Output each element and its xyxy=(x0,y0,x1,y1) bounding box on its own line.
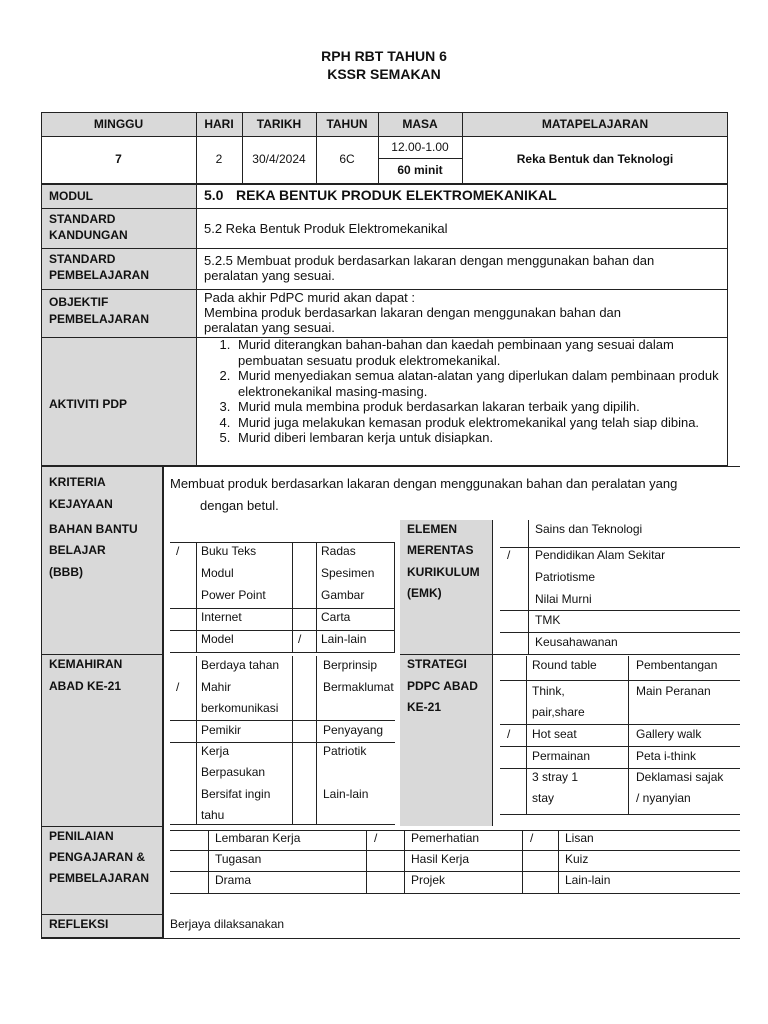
page-subtitle: KSSR SEMAKAN xyxy=(327,66,441,82)
bbb-label-1: BAHAN BANTU xyxy=(49,522,138,536)
penilaian-item: Tugasan xyxy=(215,852,262,866)
kemahiran-label-2: ABAD KE-21 xyxy=(49,679,122,693)
kemahiran-item: Mahir xyxy=(201,680,232,694)
bbb-item-power-point: Power Point xyxy=(201,588,266,602)
kemahiran-item: berkomunikasi xyxy=(201,701,279,715)
penilaian-label-1: PENILAIAN xyxy=(49,829,114,843)
standard-pembelajaran-line-1: 5.2.5 Membuat produk berdasarkan lakaran dengan menggunakan bahan dan xyxy=(204,253,655,268)
kriteria-label-2: KEJAYAAN xyxy=(49,497,113,511)
page-title: RPH RBT TAHUN 6 xyxy=(321,48,447,64)
penilaian-item: Lain-lain xyxy=(565,873,611,887)
penilaian-item: Drama xyxy=(215,873,252,887)
masa-duration: 60 minit xyxy=(397,163,443,177)
strategi-item: 3 stray 1 xyxy=(532,770,579,784)
strategi-item: / nyanyian xyxy=(636,791,691,805)
penilaian-tick: / xyxy=(530,831,534,845)
emk-item-nilai-murni: Nilai Murni xyxy=(535,592,592,606)
strategi-item: Permainan xyxy=(532,749,591,763)
emk-label-4: (EMK) xyxy=(407,586,442,600)
penilaian-item: Kuiz xyxy=(565,852,589,866)
kemahiran-item: Bermaklumat xyxy=(323,680,394,694)
bbb-item-modul: Modul xyxy=(201,566,234,580)
col-masa: MASA xyxy=(402,117,438,131)
penilaian-item: Hasil Kerja xyxy=(411,852,470,866)
col-tarikh: TARIKH xyxy=(256,117,302,131)
emk-item-keusahawanan: Keusahawanan xyxy=(535,635,618,649)
emk-item-alam-sekitar: Pendidikan Alam Sekitar xyxy=(535,548,666,562)
emk-label-3: KURIKULUM xyxy=(407,565,480,579)
bbb-item-model: Model xyxy=(201,632,234,646)
col-hari: HARI xyxy=(204,117,234,131)
masa-time: 12.00-1.00 xyxy=(391,140,449,154)
kriteria-line-1: Membuat produk berdasarkan lakaran dengan menggunakan bahan dan peralatan yang xyxy=(170,476,678,491)
minggu-value: 7 xyxy=(115,152,122,166)
kemahiran-item: Berdaya tahan xyxy=(201,658,280,672)
standard-kandungan-value: 5.2 Reka Bentuk Produk Elektromekanikal xyxy=(204,221,448,236)
tarikh-value: 30/4/2024 xyxy=(252,152,306,166)
emk-item-patriotisme: Patriotisme xyxy=(535,570,596,584)
col-minggu: MINGGU xyxy=(93,117,144,131)
strategi-item: pair,share xyxy=(532,705,585,719)
penilaian-label-3: PEMBELAJARAN xyxy=(49,871,150,885)
objektif-label-2: PEMBELAJARAN xyxy=(49,312,150,326)
modul-label: MODUL xyxy=(49,189,93,203)
strategi-label-1: STRATEGI xyxy=(407,657,467,671)
kriteria-line-2: dengan betul. xyxy=(200,498,279,513)
standard-pembelajaran-label-2: PEMBELAJARAN xyxy=(49,268,150,282)
kemahiran-item: Penyayang xyxy=(323,723,384,737)
emk-label-1: ELEMEN xyxy=(407,522,458,536)
strategi-label-2: PDPC ABAD xyxy=(407,679,478,693)
kemahiran-item: Pemikir xyxy=(201,723,242,737)
strategi-label-3: KE-21 xyxy=(407,700,442,714)
aktiviti-item: 2. Murid menyediakan semua alatan-alatan yang diperlukan dalam pembinaan produk elektronekanikal masing-masing. xyxy=(234,368,739,399)
strategi-item: Deklamasi sajak xyxy=(636,770,724,784)
bbb-item-buku-teks: Buku Teks xyxy=(201,544,257,558)
emk-label-2: MERENTAS xyxy=(407,543,474,557)
kemahiran-item: Patriotik xyxy=(323,744,367,758)
kemahiran-item: Berpasukan xyxy=(201,765,266,779)
bbb-item-lain-lain: Lain-lain xyxy=(321,632,367,646)
kriteria-label-1: KRITERIA xyxy=(49,475,106,489)
bbb-label-2: BELAJAR xyxy=(49,543,106,557)
penilaian-label-2: PENGAJARAN & xyxy=(49,850,146,864)
bbb-label-3: (BBB) xyxy=(49,565,83,579)
col-matapelajaran: MATAPELAJARAN xyxy=(541,117,649,131)
col-tahun: TAHUN xyxy=(326,117,368,131)
penilaian-item: Pemerhatian xyxy=(411,831,480,845)
kemahiran-item: Lain-lain xyxy=(323,787,369,801)
bbb-item-gambar: Gambar xyxy=(321,588,365,602)
bbb-tick: / xyxy=(298,632,302,646)
strategi-item: Pembentangan xyxy=(636,658,718,672)
bbb-item-radas: Radas xyxy=(321,544,356,558)
kemahiran-item: Berprinsip xyxy=(323,658,378,672)
hari-value: 2 xyxy=(215,152,223,166)
aktiviti-label: AKTIVITI PDP xyxy=(49,397,128,411)
kemahiran-tick: / xyxy=(176,680,180,694)
emk-item-sains: Sains dan Teknologi xyxy=(535,522,643,536)
refleksi-label: REFLEKSI xyxy=(49,917,109,931)
standard-pembelajaran-label-1: STANDARD xyxy=(49,252,116,266)
strategi-item: Peta i-think xyxy=(636,749,697,763)
penilaian-item: Lisan xyxy=(565,831,594,845)
aktiviti-list xyxy=(194,337,739,446)
penilaian-item: Projek xyxy=(411,873,446,887)
standard-kandungan-label-2: KANDUNGAN xyxy=(49,228,128,242)
bbb-item-carta: Carta xyxy=(321,610,351,624)
strategi-item: Hot seat xyxy=(532,727,577,741)
bbb-item-internet: Internet xyxy=(201,610,242,624)
penilaian-item: Lembaran Kerja xyxy=(215,831,301,845)
emk-item-tmk: TMK xyxy=(535,613,561,627)
penilaian-tick: / xyxy=(374,831,378,845)
objektif-label-1: OBJEKTIF xyxy=(49,295,109,309)
bbb-tick: / xyxy=(176,544,180,558)
objektif-line-2: Membina produk berdasarkan lakaran dengan menggunakan bahan dan xyxy=(204,305,622,320)
kemahiran-item: Kerja xyxy=(201,744,230,758)
bbb-item-spesimen: Spesimen xyxy=(321,566,375,580)
kemahiran-item: Bersifat ingin xyxy=(201,787,271,801)
strategi-item: Main Peranan xyxy=(636,684,711,698)
modul-number: 5.0 xyxy=(204,187,224,203)
aktiviti-item: 1. Murid diterangkan bahan-bahan dan kaedah pembinaan yang sesuai dalam pembuatan sesuatu produk elektromekanikal. xyxy=(234,337,739,368)
aktiviti-item: 3. Murid mula membina produk berdasarkan lakaran terbaik yang dipilih. xyxy=(234,399,739,415)
strategi-item: stay xyxy=(532,791,555,805)
matapelajaran-value: Reka Bentuk dan Teknologi xyxy=(516,152,674,166)
refleksi-value: Berjaya dilaksanakan xyxy=(170,917,285,931)
strategi-item: Think, xyxy=(532,684,565,698)
kemahiran-item: tahu xyxy=(201,808,225,822)
kemahiran-label-1: KEMAHIRAN xyxy=(49,657,123,671)
standard-kandungan-label-1: STANDARD xyxy=(49,212,116,226)
objektif-line-1: Pada akhir PdPC murid akan dapat : xyxy=(204,290,416,305)
strategi-item: Round table xyxy=(532,658,597,672)
objektif-line-3: peralatan yang sesuai. xyxy=(204,320,335,335)
aktiviti-item: 4. Murid juga melakukan kemasan produk elektromekanikal yang telah siap dibina. xyxy=(234,415,739,431)
emk-tick: / xyxy=(507,548,511,562)
tahun-value: 6C xyxy=(339,152,355,166)
strategi-item: Gallery walk xyxy=(636,727,702,741)
strategi-tick: / xyxy=(507,727,511,741)
modul-value: REKA BENTUK PRODUK ELEKTROMEKANIKAL xyxy=(236,187,557,203)
aktiviti-item: 5. Murid diberi lembaran kerja untuk disiapkan. xyxy=(234,430,739,446)
standard-pembelajaran-line-2: peralatan yang sesuai. xyxy=(204,268,335,283)
